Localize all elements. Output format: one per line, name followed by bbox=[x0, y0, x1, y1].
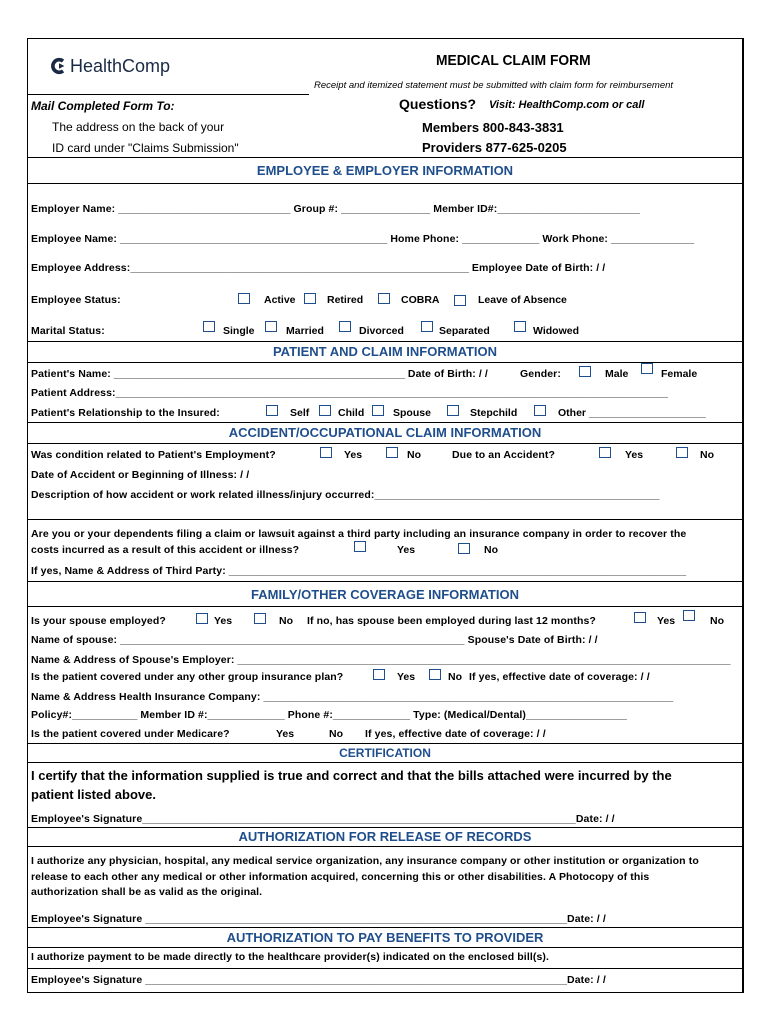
accident-no-label: No bbox=[700, 449, 714, 461]
relationship-self-checkbox[interactable] bbox=[266, 405, 278, 416]
pay-benefits-text: I authorize payment to be made directly to the healthcare provider(s) indicated on the enclosed bill(s). bbox=[31, 951, 549, 963]
section-title-release: AUTHORIZATION FOR RELEASE OF RECORDS bbox=[238, 829, 532, 844]
accident-description-field[interactable]: Description of how accident or work related illness/injury occurred:________________________________________________ bbox=[31, 489, 660, 501]
spouse-12mo-yes-label: Yes bbox=[657, 615, 676, 627]
release-text-line2: release to each other any medical or other information acquired, concerning this or other disabilities. A Photocopy of this bbox=[31, 871, 650, 883]
gender-male-label: Male bbox=[605, 368, 629, 380]
status-retired-checkbox[interactable] bbox=[304, 293, 316, 304]
patient-name-field[interactable]: Patient's Name: _________________________________________________ Date of Birth: / / bbox=[31, 368, 488, 380]
relationship-spouse-label: Spouse bbox=[393, 407, 431, 419]
relationship-stepchild-label: Stepchild bbox=[470, 407, 518, 419]
divider bbox=[27, 827, 743, 828]
section-title-certification: CERTIFICATION bbox=[339, 746, 431, 760]
other-plan-effective-date[interactable]: If yes, effective date of coverage: / / bbox=[469, 671, 650, 683]
accident-yes-label: Yes bbox=[625, 449, 644, 461]
employment-question: Was condition related to Patient's Employment? bbox=[31, 449, 276, 461]
relationship-label: Patient's Relationship to the Insured: bbox=[31, 407, 220, 419]
other-plan-yes-label: Yes bbox=[397, 671, 416, 683]
divider bbox=[27, 362, 743, 363]
questions-visit: Visit: HealthComp.com or call bbox=[489, 99, 645, 111]
divider bbox=[27, 762, 743, 763]
third-party-no-label: No bbox=[484, 544, 498, 556]
status-cobra-checkbox[interactable] bbox=[378, 293, 390, 304]
brand-name: HealthComp bbox=[70, 56, 171, 76]
relationship-stepchild-checkbox[interactable] bbox=[447, 405, 459, 416]
divider bbox=[27, 606, 743, 607]
spouse-12mo-question: If no, has spouse been employed during last 12 months? bbox=[307, 615, 596, 627]
members-phone: Members 800-843-3831 bbox=[422, 120, 564, 135]
accident-date-field[interactable]: Date of Accident or Beginning of Illness: / / bbox=[31, 469, 250, 481]
section-title-employee: EMPLOYEE & EMPLOYER INFORMATION bbox=[256, 163, 514, 178]
relationship-self-label: Self bbox=[290, 407, 310, 419]
employment-no-label: No bbox=[407, 449, 421, 461]
third-party-yes-checkbox[interactable] bbox=[354, 541, 366, 552]
spouse-employed-yes-checkbox[interactable] bbox=[196, 613, 208, 624]
divider bbox=[27, 443, 743, 444]
accident-question: Due to an Accident? bbox=[452, 449, 556, 461]
third-party-address-field[interactable]: If yes, Name & Address of Third Party: _____________________________________________________________________________ bbox=[31, 565, 687, 577]
mail-address-line2: ID card under "Claims Submission" bbox=[52, 141, 239, 155]
release-signature-field[interactable]: Employee's Signature _______________________________________________________________________Date: / / bbox=[31, 913, 606, 925]
patient-address-field[interactable]: Patient Address:_____________________________________________________________________________________________ bbox=[31, 387, 669, 399]
divider bbox=[27, 581, 743, 582]
spouse-12mo-no-checkbox[interactable] bbox=[683, 610, 695, 621]
health-company-field[interactable]: Name & Address Health Insurance Company: _____________________________________________________________________ bbox=[31, 691, 674, 703]
divider bbox=[27, 422, 743, 423]
mail-address-line1: The address on the back of your bbox=[52, 120, 225, 134]
questions-label: Questions? bbox=[399, 96, 477, 112]
other-plan-no-label: No bbox=[448, 671, 462, 683]
relationship-child-label: Child bbox=[338, 407, 365, 419]
section-title-pay-benefits: AUTHORIZATION TO PAY BENEFITS TO PROVIDER bbox=[226, 930, 544, 945]
divider bbox=[27, 183, 743, 184]
medicare-question: Is the patient covered under Medicare? bbox=[31, 728, 230, 740]
medicare-effective-date[interactable]: If yes, effective date of coverage: / / bbox=[365, 728, 546, 740]
providers-phone: Providers 877-625-0205 bbox=[422, 140, 567, 155]
spouse-employed-question: Is your spouse employed? bbox=[31, 615, 166, 627]
medicare-yes-option[interactable]: Yes bbox=[276, 728, 295, 740]
accident-no-checkbox[interactable] bbox=[676, 447, 688, 458]
certification-signature-field[interactable]: Employee's Signature_________________________________________________________________________Date: / / bbox=[31, 813, 615, 825]
spouse-name-field[interactable]: Name of spouse: __________________________________________________________ Spouse's Date of Birth: / / bbox=[31, 634, 598, 646]
employee-name-field[interactable]: Employee Name: _____________________________________________ Home Phone: _____________ Work Phone: ______________ bbox=[31, 233, 695, 245]
marital-divorced-checkbox[interactable] bbox=[339, 321, 351, 332]
divider bbox=[27, 846, 743, 847]
divider bbox=[27, 927, 743, 928]
gender-label: Gender: bbox=[520, 368, 561, 380]
spouse-employed-yes-label: Yes bbox=[214, 615, 233, 627]
release-text-line1: I authorize any physician, hospital, any medical service organization, any insurance company or other institution or organization to bbox=[31, 855, 699, 867]
third-party-yes-label: Yes bbox=[397, 544, 416, 556]
form-title: MEDICAL CLAIM FORM bbox=[436, 52, 591, 69]
divider bbox=[27, 968, 743, 969]
status-leave-label: Leave of Absence bbox=[478, 294, 567, 306]
marital-separated-label: Separated bbox=[439, 325, 490, 337]
third-party-question-line2: costs incurred as a result of this accident or illness? bbox=[31, 544, 300, 556]
gender-female-checkbox[interactable] bbox=[641, 363, 653, 374]
gender-female-label: Female bbox=[661, 368, 698, 380]
gender-male-checkbox[interactable] bbox=[579, 366, 591, 377]
status-active-checkbox[interactable] bbox=[238, 293, 250, 304]
employee-address-field[interactable]: Employee Address:_________________________________________________________ Employee Date of Birth: / / bbox=[31, 262, 606, 274]
third-party-question-line1: Are you or your dependents filing a claim or lawsuit against a third party including an insurance company in order to recover the bbox=[31, 528, 687, 540]
header-divider bbox=[27, 94, 309, 95]
other-plan-no-checkbox[interactable] bbox=[429, 669, 441, 680]
release-text-line3: authorization shall be as valid as the original. bbox=[31, 886, 263, 898]
marital-widowed-checkbox[interactable] bbox=[514, 321, 526, 332]
certification-statement-line1: I certify that the information supplied is true and correct and that the bills attached were incurred by the bbox=[31, 768, 672, 783]
status-retired-label: Retired bbox=[327, 294, 364, 306]
marital-separated-checkbox[interactable] bbox=[421, 321, 433, 332]
employment-yes-checkbox[interactable] bbox=[320, 447, 332, 458]
mail-to-label: Mail Completed Form To: bbox=[31, 99, 175, 113]
status-leave-checkbox[interactable] bbox=[454, 295, 466, 306]
marital-married-label: Married bbox=[286, 325, 324, 337]
spouse-employed-no-label: No bbox=[279, 615, 293, 627]
employer-field[interactable]: Employer Name: _____________________________ Group #: _______________ Member ID#:________________________ bbox=[31, 203, 640, 215]
employee-status-label: Employee Status: bbox=[31, 294, 121, 306]
form-frame bbox=[27, 38, 744, 993]
divider bbox=[27, 341, 743, 342]
relationship-child-checkbox[interactable] bbox=[319, 405, 331, 416]
divider bbox=[27, 519, 743, 520]
spouse-employed-no-checkbox[interactable] bbox=[254, 613, 266, 624]
accident-yes-checkbox[interactable] bbox=[599, 447, 611, 458]
relationship-spouse-checkbox[interactable] bbox=[372, 405, 384, 416]
divider bbox=[27, 743, 743, 744]
marital-single-checkbox[interactable] bbox=[203, 321, 215, 332]
employment-no-checkbox[interactable] bbox=[386, 447, 398, 458]
form-subtitle: Receipt and itemized statement must be submitted with claim form for reimbursement bbox=[314, 80, 674, 91]
spouse-12mo-no-label: No bbox=[710, 615, 724, 627]
relationship-other-checkbox[interactable] bbox=[534, 405, 546, 416]
section-title-family: FAMILY/OTHER COVERAGE INFORMATION bbox=[251, 587, 519, 602]
policy-details-field[interactable]: Policy#:___________ Member ID #:_____________ Phone #:_____________ Type: (Medical/Dental)_________________ bbox=[31, 709, 627, 721]
other-plan-question: Is the patient covered under any other group insurance plan? bbox=[31, 671, 344, 683]
section-title-patient: PATIENT AND CLAIM INFORMATION bbox=[272, 344, 498, 359]
marital-married-checkbox[interactable] bbox=[265, 321, 277, 332]
medicare-no-option[interactable]: No bbox=[329, 728, 343, 740]
healthcomp-logo-icon bbox=[50, 57, 68, 75]
employment-yes-label: Yes bbox=[344, 449, 363, 461]
marital-single-label: Single bbox=[223, 325, 255, 337]
divider bbox=[27, 157, 743, 158]
spouse-12mo-yes-checkbox[interactable] bbox=[634, 612, 646, 623]
marital-status-label: Marital Status: bbox=[31, 325, 105, 337]
status-active-label: Active bbox=[264, 294, 296, 306]
spouse-employer-field[interactable]: Name & Address of Spouse's Employer: ___________________________________________________________________________________ bbox=[31, 654, 731, 666]
relationship-other-field[interactable]: Other ____________________ bbox=[558, 407, 706, 419]
marital-divorced-label: Divorced bbox=[359, 325, 404, 337]
section-title-accident: ACCIDENT/OCCUPATIONAL CLAIM INFORMATION bbox=[228, 425, 542, 440]
divider bbox=[27, 947, 743, 948]
status-cobra-label: COBRA bbox=[401, 294, 440, 306]
other-plan-yes-checkbox[interactable] bbox=[373, 669, 385, 680]
certification-statement-line2: patient listed above. bbox=[31, 787, 156, 802]
marital-widowed-label: Widowed bbox=[533, 325, 579, 337]
third-party-no-checkbox[interactable] bbox=[458, 543, 470, 554]
pay-signature-field[interactable]: Employee's Signature _______________________________________________________________________Date: / / bbox=[31, 974, 606, 986]
